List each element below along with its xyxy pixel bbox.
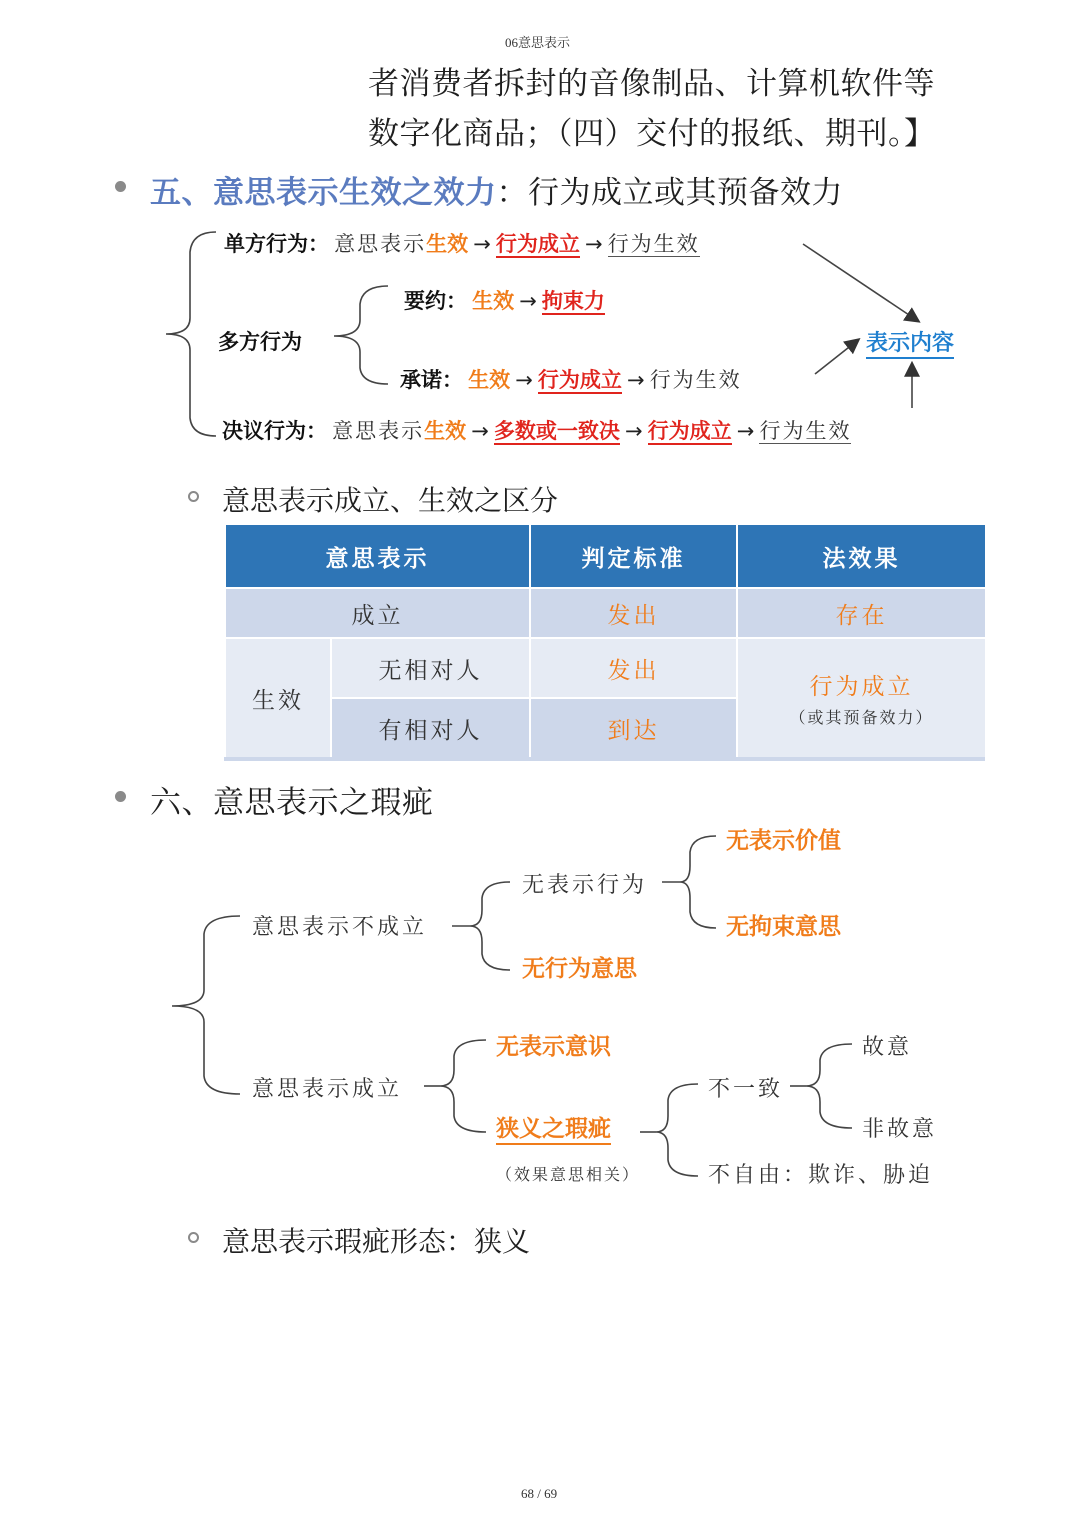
- intro-line-1: 者消费者拆封的音像制品、计算机软件等: [368, 66, 935, 102]
- no-act-intent-node: 无行为意思: [522, 956, 637, 982]
- offer-label: 要约：: [404, 289, 467, 313]
- section-5-colon: ：: [496, 175, 528, 211]
- table-header-criterion: 判定标准: [530, 524, 737, 588]
- not-free-node: 不自由：欺诈、胁迫: [708, 1163, 934, 1188]
- arrow-icon: →: [519, 289, 537, 313]
- arrow-icon: →: [473, 232, 491, 256]
- formation-effect: 存在: [737, 588, 986, 638]
- not-formed-node: 意思表示不成立: [252, 915, 428, 940]
- offer-effect: 生效: [472, 289, 515, 313]
- no-counterparty-criterion: 发出: [530, 638, 737, 698]
- resolution-formed: 行为成立: [647, 419, 732, 443]
- arrow-icon: →: [626, 368, 645, 392]
- content-label: 表示内容: [866, 326, 954, 359]
- table-header-intent: 意思表示: [225, 524, 530, 588]
- narrow-defect-node: 狭义之瑕疵: [496, 1110, 611, 1145]
- section-5-rest: 行为成立或其预备效力: [528, 175, 843, 211]
- resolution-intent: 意思表示: [332, 419, 425, 443]
- resolution-majority: 多数或一致决: [493, 419, 620, 443]
- unilateral-label: 单方行为：: [224, 232, 329, 256]
- unilateral-intent: 意思表示: [334, 232, 427, 256]
- multilateral-label: 多方行为: [218, 330, 302, 354]
- bullet-ring: [188, 1232, 199, 1243]
- acceptance-formed: 行为成立: [537, 368, 622, 392]
- effective-effect: 行为成立: [809, 674, 914, 700]
- resolution-effect: 生效: [424, 419, 467, 443]
- acceptance-effect: 生效: [468, 368, 511, 392]
- no-act-node: 无表示行为: [522, 873, 648, 898]
- with-counterparty-label: 有相对人: [331, 698, 530, 758]
- arrow-icon: →: [736, 419, 755, 443]
- no-counterparty-label: 无相对人: [331, 638, 530, 698]
- unintentional-node: 非故意: [862, 1117, 938, 1142]
- no-binding-intent-node: 无拘束意思: [726, 914, 841, 940]
- arrow-icon: →: [515, 368, 533, 392]
- offer-binding: 拘束力: [541, 289, 605, 313]
- formation-criterion: 发出: [530, 588, 737, 638]
- table-header-effect: 法效果: [737, 524, 986, 588]
- sub-heading-1: 意思表示成立、生效之区分: [222, 484, 559, 517]
- sub-heading-2: 意思表示瑕疵形态：狭义: [222, 1225, 531, 1258]
- formed-node: 意思表示成立: [252, 1077, 403, 1102]
- intro-line-2: 数字化商品；（四）交付的报纸、期刊。】: [368, 116, 936, 152]
- acceptance-end: 行为生效: [649, 368, 742, 392]
- effective-label: 生效: [225, 638, 331, 758]
- unilateral-formed: 行为成立: [495, 232, 580, 256]
- unilateral-effect: 生效: [426, 232, 469, 256]
- resolution-end: 行为生效: [759, 419, 852, 443]
- section-6-heading: 六、意思表示之瑕疵: [150, 785, 434, 821]
- running-header: 06意思表示: [505, 35, 571, 50]
- intentional-node: 故意: [862, 1035, 913, 1060]
- unilateral-end: 行为生效: [607, 232, 700, 256]
- arrow-icon: →: [584, 232, 603, 256]
- arrow-icon: →: [624, 419, 643, 443]
- narrow-defect-note: （效果意思相关）: [496, 1165, 641, 1184]
- effective-effect-note: （或其预备效力）: [789, 708, 934, 727]
- acceptance-label: 承诺：: [400, 368, 463, 392]
- resolution-label: 决议行为：: [222, 419, 327, 443]
- inconsistent-node: 不一致: [708, 1077, 784, 1102]
- arrow-icon: →: [471, 419, 489, 443]
- section-5-title: 五、意思表示生效之效力: [150, 175, 497, 211]
- page-number: 68 / 69: [521, 1486, 558, 1501]
- no-value-node: 无表示价值: [726, 828, 841, 854]
- with-counterparty-criterion: 到达: [530, 698, 737, 758]
- formation-label: 成立: [225, 588, 530, 638]
- no-awareness-node: 无表示意识: [496, 1034, 611, 1060]
